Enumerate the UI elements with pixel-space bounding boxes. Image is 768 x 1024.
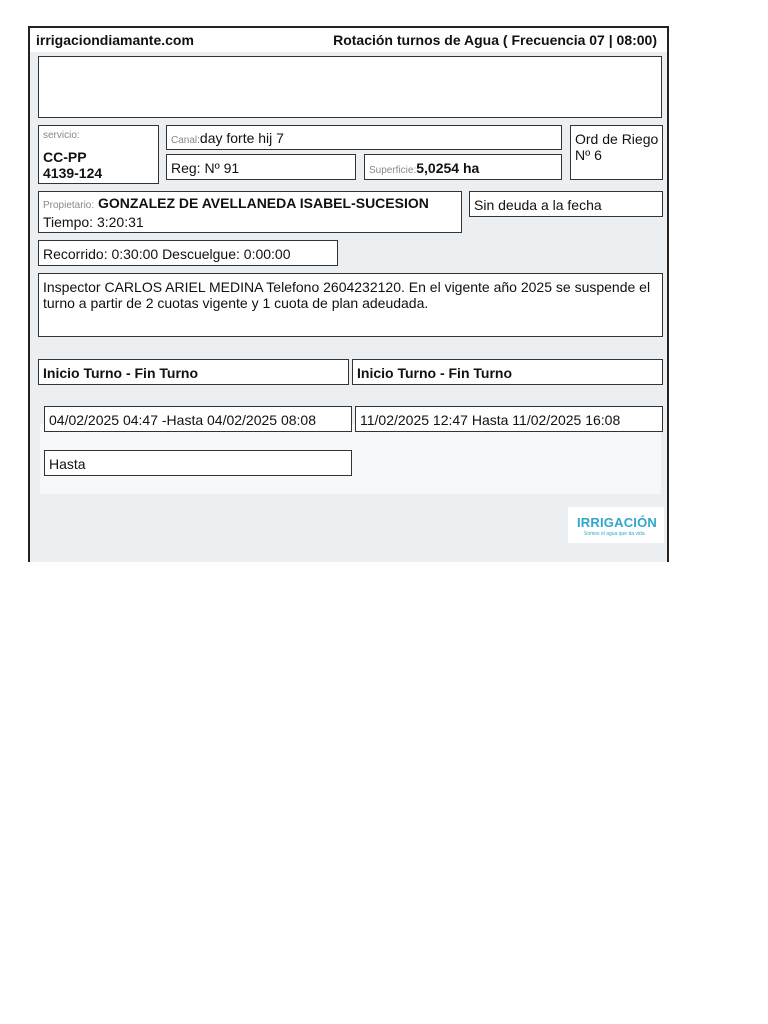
propietario-name: GONZALEZ DE AVELLANEDA ISABEL-SUCESION xyxy=(98,195,429,211)
turno-entry-right-1 xyxy=(355,406,663,432)
servicio-number: 4139-124 xyxy=(43,165,103,181)
irrigacion-logo xyxy=(568,507,664,543)
turno-entry-text: 04/02/2025 04:47 -Hasta 04/02/2025 08:08 xyxy=(49,412,316,428)
superficie-box xyxy=(364,154,562,180)
recorrido-box xyxy=(38,240,338,266)
site-name: irrigaciondiamante.com xyxy=(36,32,194,48)
servicio-box xyxy=(38,125,159,184)
canal-box xyxy=(166,125,562,150)
nota-text: Inspector CARLOS ARIEL MEDINA Telefono 2604232120. En el vigente año 2025 se suspende el turno a partir de 2 cuotas vigente y 1 cuota de plan adeudada. xyxy=(43,279,651,311)
turno-entry-text: Hasta xyxy=(49,456,86,472)
turnos-header-left xyxy=(38,359,349,385)
sheet-title: Rotación turnos de Agua ( Frecuencia 07 | 08:00) xyxy=(333,32,657,48)
reg-box xyxy=(166,154,356,180)
canal-value: day forte hij 7 xyxy=(199,130,284,146)
deuda-status: Sin deuda a la fecha xyxy=(474,197,602,213)
recorrido-value: Recorrido: 0:30:00 Descuelgue: 0:00:00 xyxy=(43,246,291,262)
superficie-label: Superficie: xyxy=(369,165,417,176)
logo-tagline: Somos el agua que da vida xyxy=(584,531,645,537)
turno-entry-left-1 xyxy=(44,406,352,432)
servicio-label: servicio: xyxy=(43,130,80,141)
turnos-header-right xyxy=(352,359,663,385)
propietario-box xyxy=(38,191,462,233)
propietario-tiempo: Tiempo: 3:20:31 xyxy=(43,214,144,230)
irrigation-turn-sheet xyxy=(28,26,669,562)
turnos-header-right-label: Inicio Turno - Fin Turno xyxy=(357,365,513,381)
turnos-header-left-label: Inicio Turno - Fin Turno xyxy=(43,365,199,381)
reg-value: Reg: Nº 91 xyxy=(171,160,240,176)
turno-entry-left-2 xyxy=(44,450,352,476)
deuda-box xyxy=(469,191,663,217)
ord-riego-label: Ord de Riego xyxy=(575,131,659,147)
turno-entry-text: 11/02/2025 12:47 Hasta 11/02/2025 16:08 xyxy=(360,412,621,428)
blank-banner-box xyxy=(38,56,662,118)
sheet-header xyxy=(30,28,667,52)
canal-label: Canal: xyxy=(171,135,200,146)
nota-box xyxy=(38,273,663,337)
ord-riego-number: Nº 6 xyxy=(575,147,602,163)
propietario-label: Propietario: xyxy=(43,200,95,211)
logo-name: IRRIGACIÓN xyxy=(577,515,657,530)
servicio-code: CC-PP xyxy=(43,149,87,165)
superficie-value: 5,0254 ha xyxy=(416,160,480,176)
ord-riego-box xyxy=(570,125,663,180)
